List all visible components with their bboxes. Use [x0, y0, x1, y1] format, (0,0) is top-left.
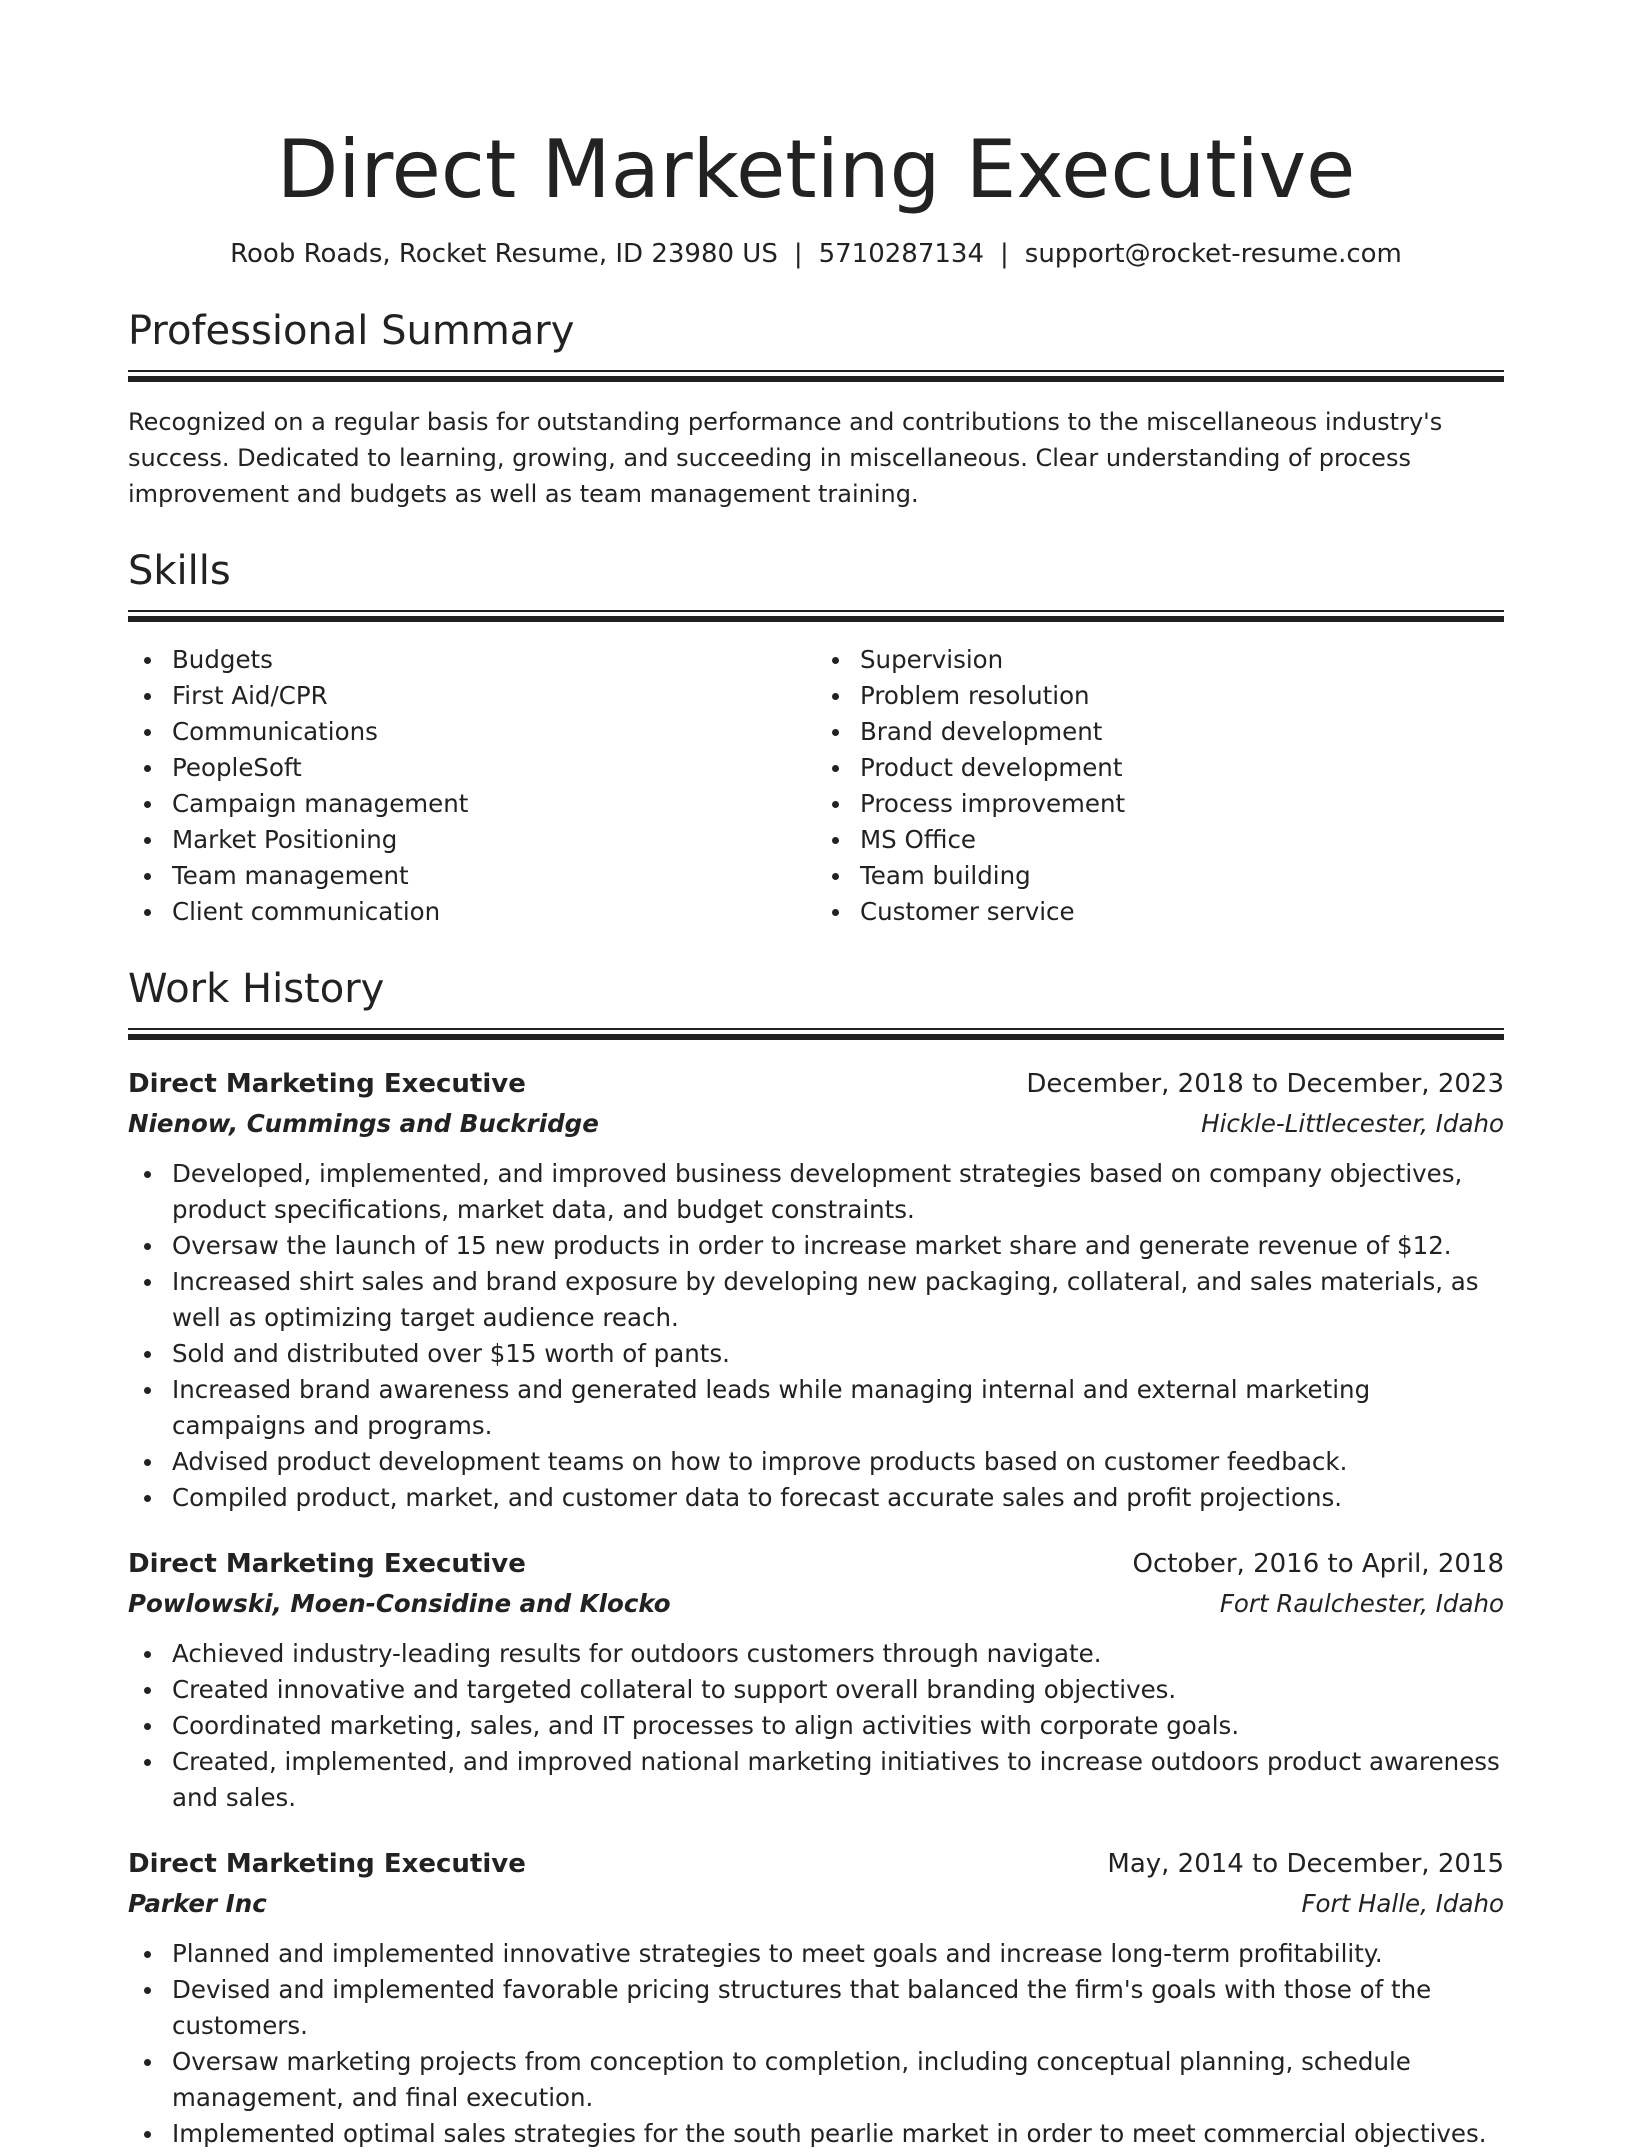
job-bullet: Increased brand awareness and generated leads while managing internal and external marketing campaigns and programs.	[172, 1372, 1504, 1444]
job-header-row	[128, 1544, 1504, 1584]
job-bullet: Devised and implemented favorable pricing structures that balanced the firm's goals with those of the customers.	[172, 1972, 1504, 2044]
job-title: Direct Marketing Executive	[128, 1069, 526, 1099]
skill-item: Campaign management	[172, 786, 816, 822]
skill-item: Client communication	[172, 894, 816, 930]
job-location: Fort Halle, Idaho	[1301, 1889, 1504, 1918]
contact-phone: 5710287134	[818, 239, 985, 269]
job-bullets	[128, 1156, 1504, 1516]
job-bullet: Planned and implemented innovative strategies to meet goals and increase long-term profitability.	[172, 1936, 1504, 1972]
job-title: Direct Marketing Executive	[128, 1849, 526, 1879]
job-entry	[128, 1544, 1504, 1816]
summary-text: Recognized on a regular basis for outstanding performance and contributions to the miscellaneous industry's success. Dedicated to learning, growing, and succeeding in miscellaneous. Clear understanding of process improvement and budgets as well as team management training.	[128, 408, 1443, 508]
skill-item: Market Positioning	[172, 822, 816, 858]
job-bullet: Increased shirt sales and brand exposure by developing new packaging, collateral, and sales materials, as well as optimizing target audience reach.	[172, 1264, 1504, 1336]
section-title-skills: Skills	[128, 548, 231, 594]
job-dates: May, 2014 to December, 2015	[1107, 1849, 1504, 1879]
job-bullet: Created innovative and targeted collateral to support overall branding objectives.	[172, 1672, 1504, 1708]
job-header-row	[128, 1064, 1504, 1104]
job-bullet: Oversaw marketing projects from conception to completion, including conceptual planning, schedule management, and final execution.	[172, 2044, 1504, 2116]
section-divider	[128, 1028, 1504, 1046]
skill-item: Problem resolution	[860, 678, 1504, 714]
skill-item: Communications	[172, 714, 816, 750]
job-location: Fort Raulchester, Idaho	[1219, 1589, 1504, 1618]
job-bullets	[128, 1636, 1504, 1816]
job-entry	[128, 1064, 1504, 1516]
contact-email[interactable]: support@rocket-resume.com	[1024, 239, 1402, 269]
skill-item: Product development	[860, 750, 1504, 786]
contact-line	[128, 236, 1504, 272]
job-bullet: Achieved industry-leading results for outdoors customers through navigate.	[172, 1636, 1504, 1672]
skill-item: MS Office	[860, 822, 1504, 858]
skill-item: Budgets	[172, 642, 816, 678]
skill-item: Process improvement	[860, 786, 1504, 822]
job-bullet: Compiled product, market, and customer data to forecast accurate sales and profit projections.	[172, 1480, 1504, 1516]
skills-column-right	[816, 642, 1504, 930]
job-dates: October, 2016 to April, 2018	[1132, 1549, 1504, 1579]
skill-item: Customer service	[860, 894, 1504, 930]
job-company: Parker Inc	[128, 1889, 267, 1918]
skill-item: Supervision	[860, 642, 1504, 678]
work-history-section	[128, 964, 1504, 2152]
job-location: Hickle-Littlecester, Idaho	[1201, 1109, 1504, 1138]
skills-section	[128, 546, 1504, 930]
contact-separator: |	[1000, 239, 1009, 269]
skill-item: PeopleSoft	[172, 750, 816, 786]
job-bullet: Coordinated marketing, sales, and IT processes to align activities with corporate goals.	[172, 1708, 1504, 1744]
job-bullet: Implemented optimal sales strategies for the south pearlie market in order to meet commercial objectives.	[172, 2116, 1504, 2152]
job-company-row	[128, 1884, 1504, 1924]
job-bullet: Oversaw the launch of 15 new products in order to increase market share and generate revenue of $12.	[172, 1228, 1504, 1264]
job-header-row	[128, 1844, 1504, 1884]
contact-separator: |	[793, 239, 803, 269]
job-company-row	[128, 1104, 1504, 1144]
resume-name: Direct Marketing Executive	[276, 123, 1356, 216]
job-bullet: Created, implemented, and improved national marketing initiatives to increase outdoors product awareness and sales.	[172, 1744, 1504, 1816]
job-company: Nienow, Cummings and Buckridge	[128, 1109, 599, 1138]
job-bullet: Advised product development teams on how to improve products based on customer feedback.	[172, 1444, 1504, 1480]
job-bullet: Developed, implemented, and improved business development strategies based on company objectives, product specifications, market data, and budget constraints.	[172, 1156, 1504, 1228]
section-title-summary: Professional Summary	[128, 308, 575, 354]
job-entry	[128, 1844, 1504, 2152]
skill-item: First Aid/CPR	[172, 678, 816, 714]
job-bullets	[128, 1936, 1504, 2152]
job-list	[128, 1064, 1504, 2152]
job-title: Direct Marketing Executive	[128, 1549, 526, 1579]
summary-section	[128, 306, 1504, 512]
job-company: Powlowski, Moen-Considine and Klocko	[128, 1589, 671, 1618]
section-title-work-history: Work History	[128, 966, 385, 1012]
job-bullet: Sold and distributed over $15 worth of pants.	[172, 1336, 1504, 1372]
skill-item: Brand development	[860, 714, 1504, 750]
job-company-row	[128, 1584, 1504, 1624]
section-divider	[128, 610, 1504, 628]
skill-item: Team management	[172, 858, 816, 894]
skills-column-left	[128, 642, 816, 930]
job-dates: December, 2018 to December, 2023	[1026, 1069, 1504, 1099]
skills-grid	[128, 642, 1504, 930]
skill-item: Team building	[860, 858, 1504, 894]
section-divider	[128, 370, 1504, 388]
contact-address: Roob Roads, Rocket Resume, ID 23980 US	[230, 239, 778, 269]
